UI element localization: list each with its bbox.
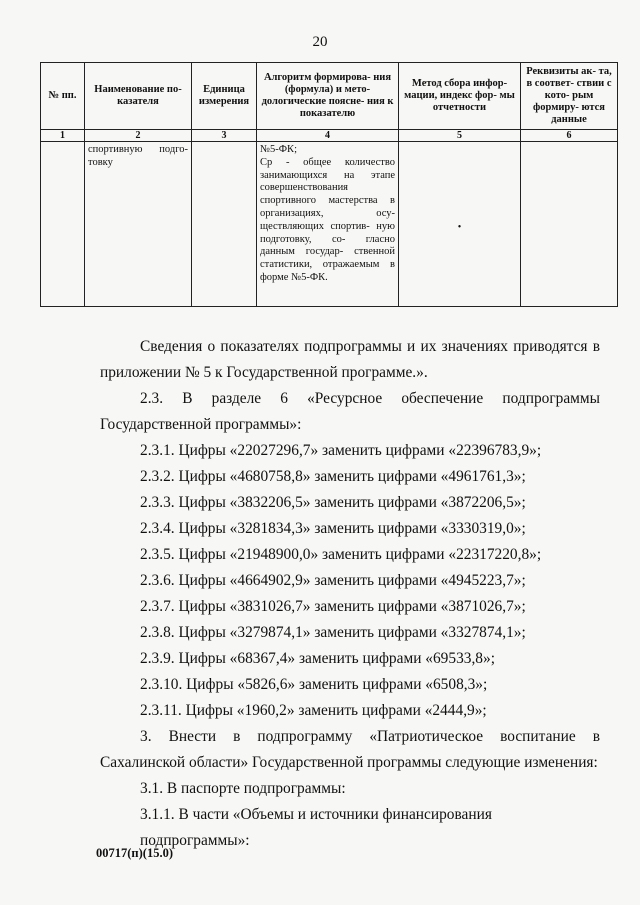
amendment-item: 2.3.8. Цифры «3279874,1» заменить цифрами «3327874,1»; [140,624,526,641]
header-algorithm: Алгоритм формирова- ния (формула) и мето- дологические поясне- ния к показателю [257,63,399,130]
header-number: № пп. [41,63,85,130]
column-number: 2 [85,130,192,142]
amendment-item: 2.3.11. Цифры «1960,2» заменить цифрами «2444,9»; [140,702,487,719]
section-2-3-paragraph: 2.3. В разделе 6 «Ресурсное обеспечение подпрограммы Государственной программы»: [100,390,600,433]
cell-indicator-name: спортивную подго- товку [85,142,192,307]
column-number: 3 [192,130,257,142]
amendment-item: 2.3.3. Цифры «3832206,5» заменить цифрами «3872206,5»; [140,494,526,511]
amendment-item: 2.3.2. Цифры «4680758,8» заменить цифрами «4961761,3»; [140,468,526,485]
column-number: 4 [257,130,399,142]
algorithm-line: №5-ФК; [260,144,297,155]
amendment-item: 2.3.6. Цифры «4664902,9» заменить цифрами «4945223,7»; [140,572,526,589]
section-3-1-paragraph: 3.1. В паспорте подпрограммы: [140,780,346,797]
document-body [100,334,600,854]
cell-act-requisites [521,142,618,307]
scan-mark: • [457,222,462,233]
amendment-item: 2.3.9. Цифры «68367,4» заменить цифрами «69533,8»; [140,650,495,667]
section-3-paragraph: 3. Внести в подпрограмму «Патриотическое воспитание в Сахалинской области» Государственной программы следующие изменения: [100,728,600,771]
amendment-item: 2.3.10. Цифры «5826,6» заменить цифрами «6508,3»; [140,676,488,693]
amendment-item: 2.3.7. Цифры «3831026,7» заменить цифрами «3871026,7»; [140,598,526,615]
cell-collection-method [399,142,521,307]
column-number-row [41,130,618,142]
column-number: 1 [41,130,85,142]
header-collection-method: Метод сбора инфор- мации, индекс фор- мы отчетности [399,63,521,130]
table-row [41,142,618,307]
section-3-1-1-paragraph: 3.1.1. В части «Объемы и источники финансирования подпрограммы»: [140,806,492,849]
header-act-requisites: Реквизиты ак- та, в соответ- ствии с кото- рым формиру- ются данные [521,63,618,130]
table-header-row [41,63,618,130]
indicators-table [40,62,618,307]
cell-algorithm [257,142,399,307]
amendment-item: 2.3.1. Цифры «22027296,7» заменить цифрами «22396783,9»; [140,442,542,459]
algorithm-line: Ср - общее количество занимающихся на этапе совершенствования спортивного мастерства в организациях, осу- ществляющих спортив- ную подготовку, со- гласно данным государ- ственной статистики, отражаемым в форме №5-ФК. [260,156,395,283]
summary-paragraph: Сведения о показателях подпрограммы и их значениях приводятся в приложении № 5 к Государственной программе.». [100,338,600,381]
column-number: 5 [399,130,521,142]
amendment-item: 2.3.5. Цифры «21948900,0» заменить цифрами «22317220,8»; [140,546,542,563]
document-code: 00717(п)(15.0) [96,846,173,860]
column-number: 6 [521,130,618,142]
header-indicator-name: Наименование по- казателя [85,63,192,130]
page-number: 20 [312,34,328,50]
cell-unit [192,142,257,307]
cell-number [41,142,85,307]
amendment-item: 2.3.4. Цифры «3281834,3» заменить цифрами «3330319,0»; [140,520,526,537]
header-unit: Единица измерения [192,63,257,130]
